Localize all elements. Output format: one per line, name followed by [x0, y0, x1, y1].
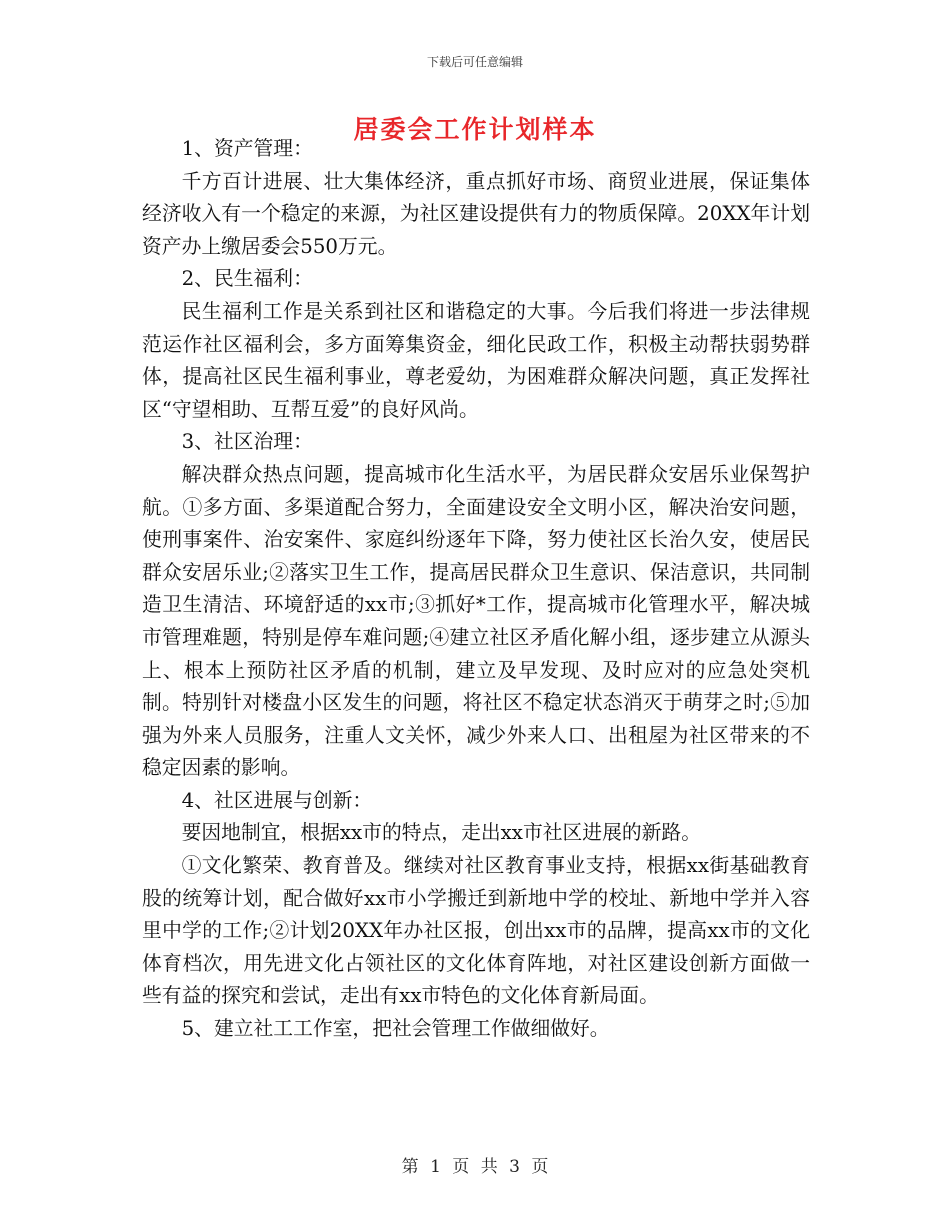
- paragraph-governance: 解决群众热点问题，提高城市化生活水平，为居民群众安居乐业保驾护航。①多方面、多渠道配合努力，全面建设安全文明小区，解决治安问题，使刑事案件、治安案件、家庭纠纷逐年下降，努力使社区长治久安，使居民群众安居乐业;②落实卫生工作，提高居民群众卫生意识、保洁意识，共同制造卫生清洁、环境舒适的xx市;③抓好*工作，提高城市化管理水平，解决城市管理难题，特别是停车难问题;④建立社区矛盾化解小组，逐步建立从源头上、根本上预防社区矛盾的机制，建立及早发现、及时应对的应急处突机制。特别针对楼盘小区发生的问题，将社区不稳定状态消灭于萌芽之时;⑤加强为外来人员服务，注重人文关怀，减少外来人口、出租屋为社区带来的不稳定因素的影响。: [142, 462, 810, 780]
- section-heading-social-work: 5、建立社工工作室，把社会管理工作做细做好。: [181, 1017, 610, 1041]
- section-heading-development: 4、社区进展与创新：: [181, 788, 373, 812]
- document-title: 居委会工作计划样本: [353, 115, 597, 144]
- section-heading-welfare: 2、民生福利：: [181, 267, 313, 291]
- paragraph-welfare: 民生福利工作是关系到社区和谐稳定的大事。今后我们将进一步法律规范运作社区福利会，多方面筹集资金，细化民政工作，积极主动帮扶弱势群体，提高社区民生福利事业，尊老爱幼，为困难群众解决问题，真正发挥社区“守望相助、互帮互爱”的良好风尚。: [142, 299, 810, 421]
- page-number: 第 1 页 共 3 页: [401, 1157, 549, 1177]
- paragraph-development-intro: 要因地制宜，根据xx市的特点，走出xx市社区进展的新路。: [181, 821, 701, 845]
- document-body: [142, 133, 810, 1046]
- section-heading-governance: 3、社区治理：: [181, 430, 313, 454]
- paragraph-assets: 千方百计进展、壮大集体经济，重点抓好市场、商贸业进展，保证集体经济收入有一个稳定的来源，为社区建设提供有力的物质保障。20XX年计划资产办上缴居委会550万元。: [142, 169, 810, 258]
- header-note: 下载后可任意编辑: [426, 55, 523, 69]
- paragraph-development-culture: ①文化繁荣、教育普及。继续对社区教育事业支持，根据xx街基础教育股的统筹计划，配合做好xx市小学搬迁到新地中学的校址、新地中学并入容里中学的工作;②计划20XX年办社区报，创出xx市的品牌，提高xx市的文化体育档次，用先进文化占领社区的文化体育阵地，对社区建设创新方面做一些有益的探究和尝试，走出有xx市特色的文化体育新局面。: [142, 854, 810, 1008]
- section-heading-assets: 1、资产管理：: [181, 137, 313, 160]
